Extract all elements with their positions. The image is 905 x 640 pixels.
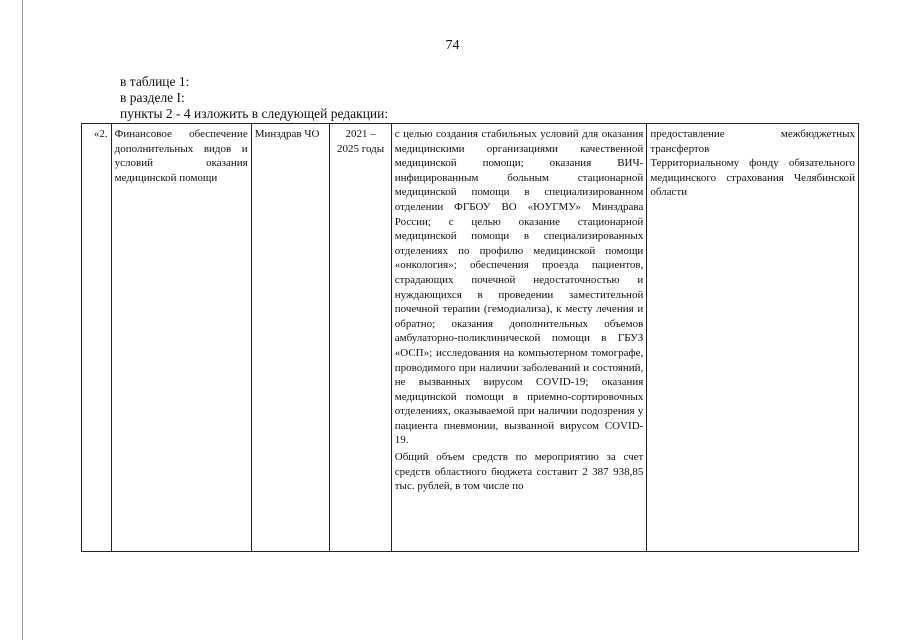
result-recipient: Территориальному фонду обязательного медицинского страхования Челябинской области [650, 157, 855, 199]
table-row [82, 124, 859, 552]
cell-executor: Минздрав ЧО [251, 124, 330, 552]
cell-description [391, 124, 647, 552]
cell-years: 2021 – 2025 годы [330, 124, 391, 552]
cell-result [647, 124, 859, 552]
intro-text [120, 74, 388, 122]
description-funding-paragraph: Общий объем средств по мероприятию за счет средств областного бюджета составит 2 387 938,85 тыс. рублей, в том числе по [394, 451, 644, 493]
intro-line-items: пункты 2 - 4 изложить в следующей редакции: [120, 106, 389, 121]
measures-table [81, 123, 859, 552]
cell-item-number: «2. [82, 124, 112, 552]
page-number: 74 [445, 38, 460, 53]
page-left-margin-line [22, 0, 23, 640]
intro-line-section: в разделе I: [120, 90, 185, 105]
result-line: предоставление межбюджетных трансфертов [650, 128, 855, 155]
description-paragraph: с целью создания стабильных условий для оказания медицинскими организациями качественной медицинской помощи; оказания ВИЧ-инфицированным больным стационарной медицинской помощи в специализированном отделении ФГБОУ ВО «ЮУГМУ» Минздрава России; с целью оказание стационарной медицинской помощи в специализированных отделениях по профилю медицинской помощи «онкология»; обеспечения проезда пациентов, страдающих почечной недостаточностью и нуждающихся в проведении заместительной почечной терапии (гемодиализа), к месту лечения и обратно; оказания дополнительных объемов амбулаторно-поликлинической помощи в ГБУЗ «ОСП»; исследования на компьютерном томографе, проводимого при наличии заболеваний и состояний, не вызванных вирусом COVID-19; оказания медицинской помощи в приемно-сортировочных отделениях, оказываемой при наличии подозрения у пациента пневмонии, вызванной вирусом COVID-19. [394, 128, 644, 447]
intro-line-table: в таблице 1: [120, 74, 190, 89]
cell-measure-name: Финансовое обеспечение дополнительных видов и условий оказания медицинской помощи [111, 124, 251, 552]
